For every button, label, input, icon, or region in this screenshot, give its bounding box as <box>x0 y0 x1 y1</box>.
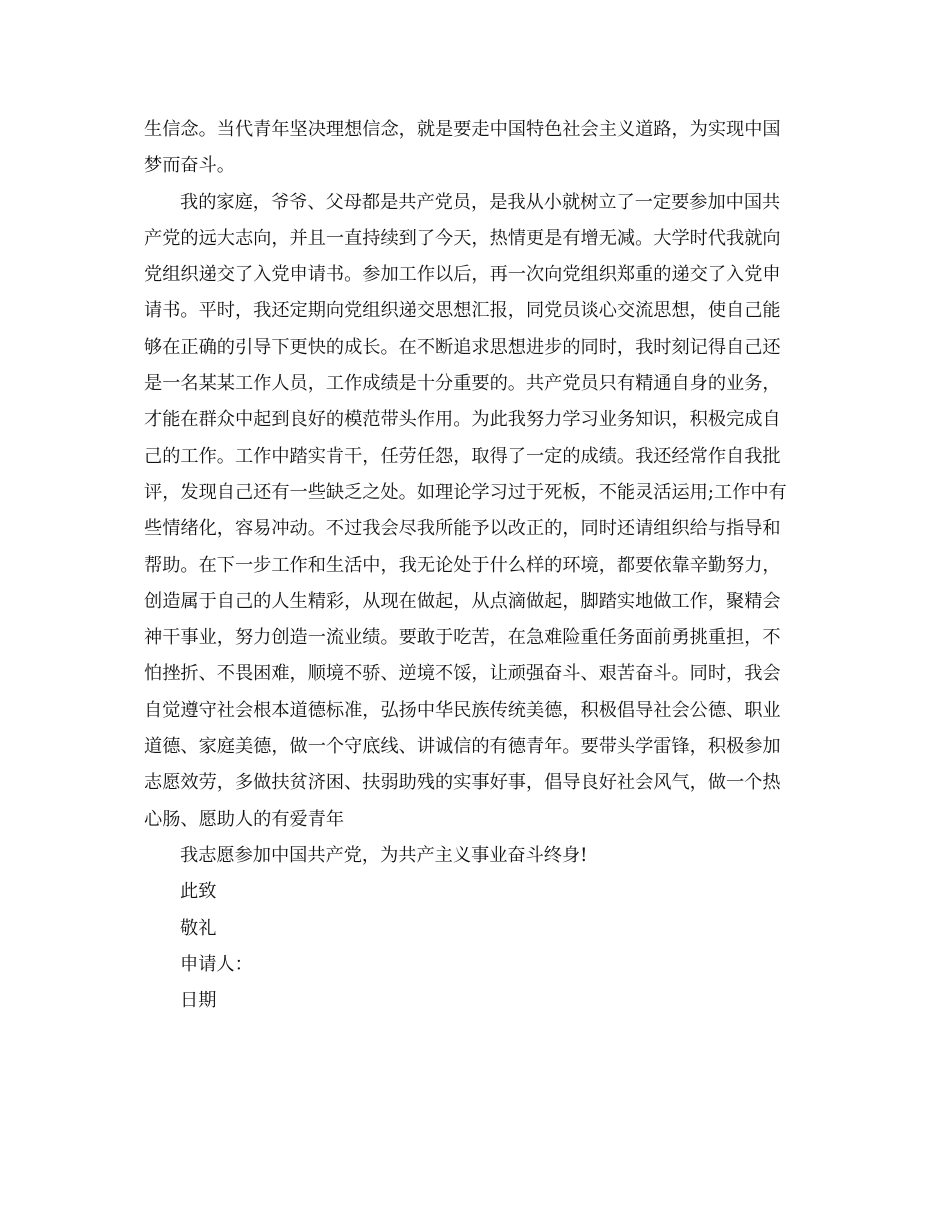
applicant-label: 申请人： <box>180 953 253 975</box>
paragraph-2-line: 评，发现自己还有一些缺乏之处。如理论学习过于死板，不能灵活运用;工作中有 <box>144 481 787 503</box>
paragraph-1-line: 梦而奋斗。 <box>144 155 235 177</box>
paragraph-1-line: 生信念。当代青年坚决理想信念，就是要走中国特色社会主义道路，为实现中国 <box>144 119 781 140</box>
letter-body <box>144 112 800 1019</box>
closing-salutation-1: 此致 <box>180 881 217 903</box>
paragraph-2-line: 神干事业，努力创造一流业绩。要敢于吃苦，在急难险重任务面前勇挑重担，不 <box>144 627 781 649</box>
paragraph-2-line: 些情绪化，容易冲动。不过我会尽我所能予以改正的，同时还请组织给与指导和 <box>144 518 781 540</box>
pledge-line: 我志愿参加中国共产党，为共产主义事业奋斗终身! <box>180 844 588 866</box>
paragraph-2-line: 帮助。在下一步工作和生活中，我无论处于什么样的环境，都要依靠辛勤努力， <box>144 554 781 576</box>
paragraph-2-line: 创造属于自己的人生精彩，从现在做起，从点滴做起，脚踏实地做工作，聚精会 <box>144 590 781 612</box>
date-label: 日期 <box>180 990 217 1012</box>
paragraph-2-line: 我的家庭，爷爷、父母都是共产党员，是我从小就树立了一定要参加中国共 <box>180 191 781 213</box>
paragraph-2-line: 道德、家庭美德，做一个守底线、讲诚信的有德青年。要带头学雷锋，积极参加 <box>144 736 781 758</box>
paragraph-2-line: 自觉遵守社会根本道德标准，弘扬中华民族传统美德，积极倡导社会公德、职业 <box>144 699 781 721</box>
paragraph-2-line: 够在正确的引导下更快的成长。在不断追求思想进步的同时，我时刻记得自己还 <box>144 336 781 358</box>
paragraph-2-line: 志愿效劳，多做扶贫济困、扶弱助残的实事好事，倡导良好社会风气，做一个热 <box>144 772 781 794</box>
paragraph-2-line: 产党的远大志向，并且一直持续到了今天，热情更是有增无减。大学时代我就向 <box>144 227 781 249</box>
paragraph-2-line: 心肠、愿助人的有爱青年 <box>144 808 345 830</box>
paragraph-2-line: 己的工作。工作中踏实肯干，任劳任怨，取得了一定的成绩。我还经常作自我批 <box>144 445 781 467</box>
paragraph-2-line: 党组织递交了入党申请书。参加工作以后，再一次向党组织郑重的递交了入党申 <box>144 264 781 286</box>
closing-salutation-2: 敬礼 <box>180 917 217 939</box>
paragraph-2-line: 才能在群众中起到良好的模范带头作用。为此我努力学习业务知识，积极完成自 <box>144 409 781 431</box>
paragraph-2-line: 是一名某某工作人员，工作成绩是十分重要的。共产党员只有精通自身的业务， <box>144 373 781 395</box>
paragraph-2-line: 怕挫折、不畏困难，顺境不骄、逆境不馁，让顽强奋斗、艰苦奋斗。同时，我会 <box>144 663 781 685</box>
paragraph-2-line: 请书。平时，我还定期向党组织递交思想汇报，同党员谈心交流思想，使自己能 <box>144 300 781 322</box>
